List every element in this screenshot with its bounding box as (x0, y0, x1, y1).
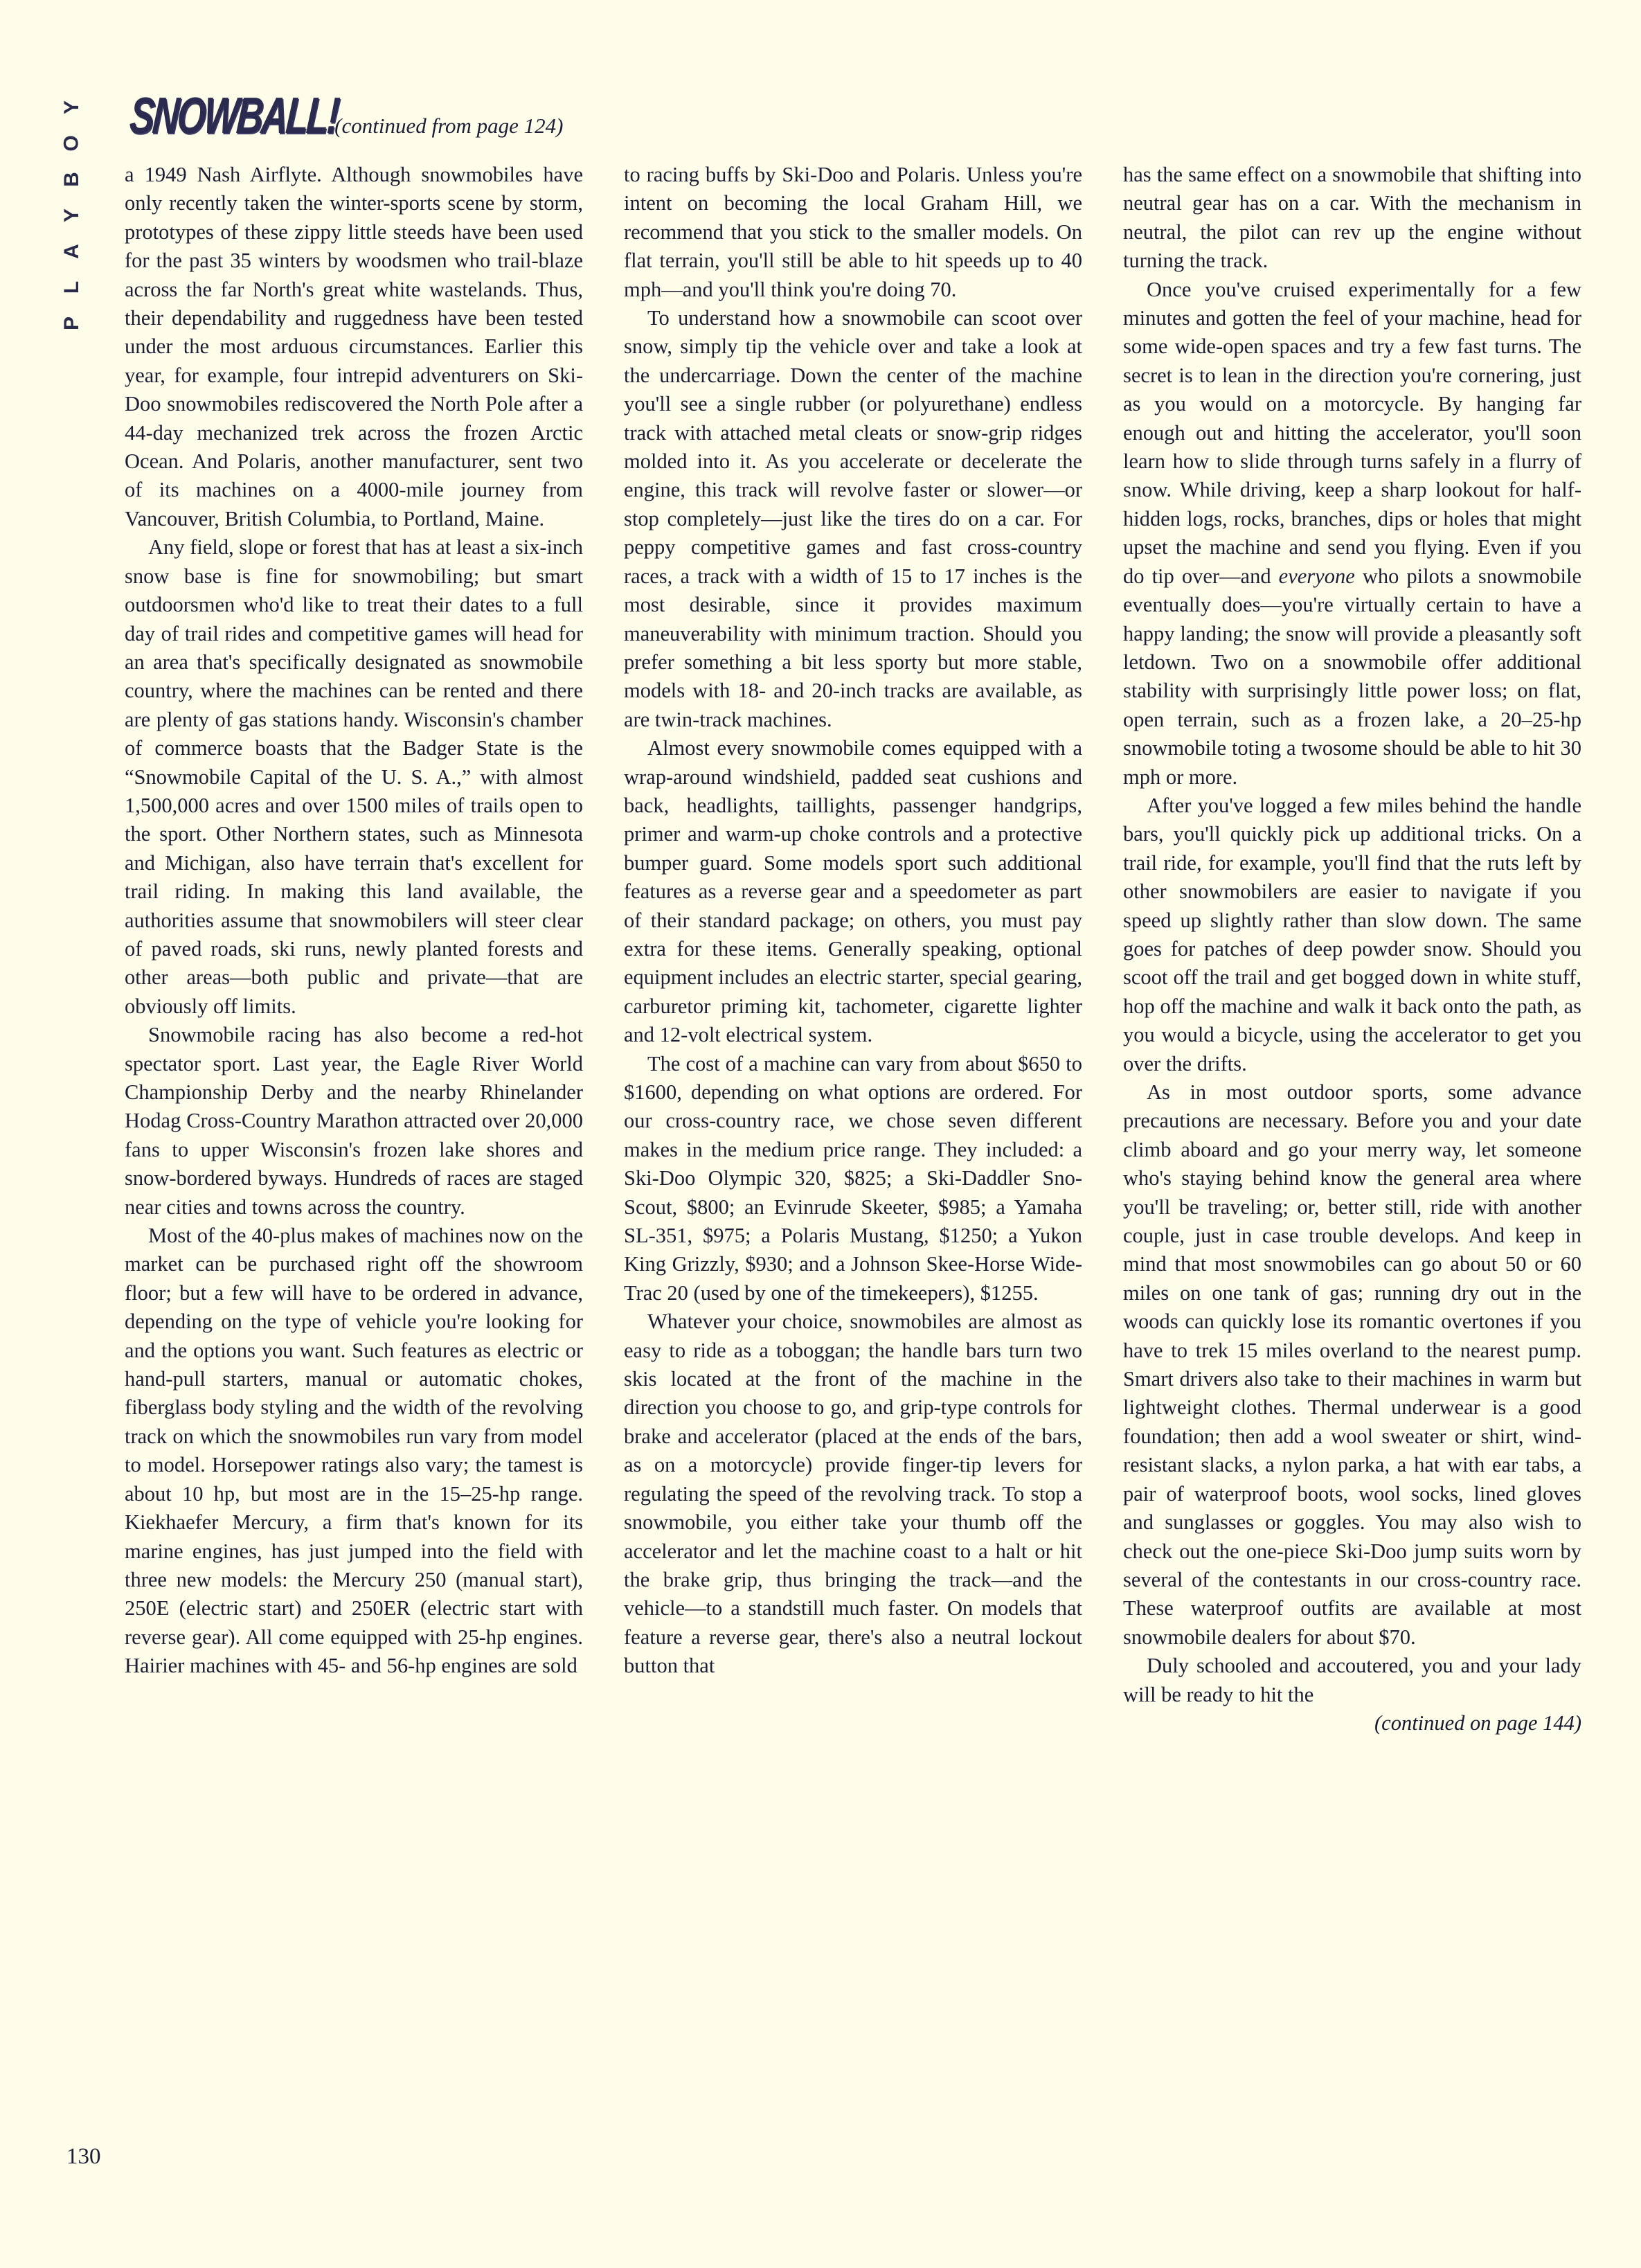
article-logo: SNOWBALL! (127, 87, 340, 144)
paragraph: Most of the 40-plus makes of machines now on the market can be purchased right off the showroom floor; but a few will have to be ordered in advance, depending on the type of vehicle you're looking for and the options you want. Such features as electric or hand-pull starters, manual or automatic chokes, fiberglass body styling and the width of the revolving track on which the snowmobiles run vary from model to model. Horsepower ratings also vary; the tamest is about 10 hp, but most are in the 15–25-hp range. Kiekhaefer Mercury, a firm that's known for its marine engines, has just jumped into the field with three new models: the Mercury 250 (manual start), 250E (electric start) and 250ER (electric start with reverse gear). All come equipped with 25-hp engines. Hairier machines with 45- and 56-hp engines are sold (125, 1224, 583, 1678)
paragraph: After you've logged a few miles behind the handle bars, you'll quickly pick up additional tricks. On a trail ride, for example, you'll find that the ruts left by other snowmobilers are easier to navigate if you speed up slightly rather than slow down. The same goes for patches of deep powder snow. Should you scoot off the trail and get bogged down in white stuff, hop off the machine and walk it back onto the path, as you would a bicycle, using the accelerator to get you over the drifts. (1123, 793, 1581, 1075)
slug-letter: B (60, 172, 83, 187)
continued-from-note: (continued from page 124) (334, 114, 564, 138)
paragraph-part-b: who pilots a snowmobile eventually does—you're virtually certain to have a happy landing; the snow will provide a pleasantly soft letdown. Two on a snowmobile offer additional stability with surprisingly little power loss; on flat, open terrain, such as a frozen lake, a 20–25-hp snowmobile toting a twosome should be able to hit 30 mph or more. (1123, 564, 1581, 789)
paragraph: Almost every snowmobile comes equipped with a wrap-around windshield, padded seat cushions and back, headlights, taillights, passenger handgrips, primer and warm-up choke controls and a protective bumper guard. Some models sport such additional features as a reverse gear and a speedometer as part of their standard package; on others, you must pay extra for these items. Generally speaking, optional equipment includes an electric starter, special gearing, carburetor priming kit, tachometer, cigarette lighter and 12-volt electrical system. (624, 736, 1082, 1047)
column-three (1123, 161, 1581, 1738)
page-number: 130 (66, 2144, 101, 2169)
paragraph: As in most outdoor sports, some advance precautions are necessary. Before you and your date climb aboard and go your merry way, let someone who's staying behind know the general area where you'll be traveling; or, better still, ride with another couple, just in case trouble develops. And keep in mind that most snowmobiles can go about 50 or 60 miles on one tank of gas; running dry out in the woods can quickly lose its romantic overtones if you have to trek 15 miles overland to the nearest pump. Smart drivers also take to their machines in warm but lightweight clothes. Thermal underwear is a good foundation; then add a wool sweater or shirt, wind-resistant slacks, a nylon parka, a hat with ear tabs, a pair of waterproof boots, wool socks, lined gloves and sunglasses or goggles. You may also wish to check out the one-piece Ski-Doo jump suits worn by several of the contestants in our cross-country race. These waterproof outfits are available at most snowmobile dealers for about $70. (1123, 1080, 1581, 1649)
paragraph-part-a: Once you've cruised experimentally for a few minutes and gotten the feel of your machine, head for some wide-open spaces and try a few fast turns. The secret is to lean in the direction you're cornering, just as you would on a motorcycle. By hanging far enough out and hitting the accelerator, you'll soon learn how to slide through turns safely in a flurry of snow. While driving, keep a sharp lookout for half-hidden logs, rocks, branches, dips or holes that might upset the machine and send you flying. Even if you do tip over—and (1123, 277, 1581, 588)
slug-letter: L (60, 280, 83, 294)
paragraph: To understand how a snowmobile can scoot over snow, simply tip the vehicle over and take a look at the undercarriage. Down the center of the machine you'll see a single rubber (or polyurethane) endless track with attached metal cleats or snow-grip ridges molded into it. As you accelerate or decelerate the engine, this track will revolve faster or slower—or stop completely—just like the tires do on a car. For peppy competitive games and fast cross-country races, a track with a width of 15 to 17 inches is the most desirable, since it provides maximum maneuverability with minimum traction. Should you prefer something a bit less sporty but more stable, models with 18- and 20-inch tracks are available, as are twin-track machines. (624, 306, 1082, 731)
column-one (125, 161, 583, 1738)
article-masthead (127, 87, 668, 159)
paragraph-with-emphasis (1123, 276, 1581, 792)
paragraph: to racing buffs by Ski-Doo and Polaris. Unless you're intent on becoming the local Graham Hill, we recommend that you stick to the smaller models. On flat terrain, you'll still be able to hit speeds up to 40 mph—and you'll think you're doing 70. (624, 163, 1082, 301)
slug-letter: P (60, 316, 83, 331)
slug-letter: A (60, 244, 83, 259)
paragraph: Duly schooled and accoutered, you and your lady will be ready to hit the (1123, 1654, 1581, 1706)
slug-letter: O (60, 135, 83, 152)
paragraph: a 1949 Nash Airflyte. Although snowmobiles have only recently taken the winter-sports scene by storm, prototypes of these zippy little steeds have been used for the past 35 winters by woodsmen who trail-blaze across the far North's great white wastelands. Thus, their dependability and ruggedness have been tested under the most arduous circumstances. Earlier this year, for example, four intrepid adventurers on Ski-Doo snowmobiles rediscovered the North Pole after a 44-day mechanized trek across the frozen Arctic Ocean. And Polaris, another manufacturer, sent two of its machines on a 4000-mile journey from Vancouver, British Columbia, to Portland, Maine. (125, 163, 583, 530)
slug-letter: Y (60, 208, 83, 223)
article-body (125, 161, 1582, 1738)
paragraph: Snowmobile racing has also become a red-hot spectator sport. Last year, the Eagle River World Championship Derby and the nearby Rhinelander Hodag Cross-Country Marathon attracted over 20,000 fans to upper Wisconsin's frozen lake shores and snow-bordered byways. Hundreds of races are staged near cities and towns across the country. (125, 1023, 583, 1219)
slug-letter: Y (60, 100, 83, 115)
paragraph: has the same effect on a snowmobile that shifting into neutral gear has on a car. With the mechanism in neutral, the pilot can rev up the engine without turning the track. (1123, 163, 1581, 273)
paragraph: The cost of a machine can vary from about $650 to $1600, depending on what options are ordered. For our cross-country race, we chose seven different makes in the medium price range. They included: a Ski-Doo Olympic 320, $825; a Ski-Daddler Sno-Scout, $800; an Evinrude Skeeter, $985; a Yamaha SL-351, $975; a Polaris Mustang, $1250; a Yukon King Grizzly, $930; and a Johnson Skee-Horse Wide-Trac 20 (used by one of the timekeepers), $1255. (624, 1051, 1082, 1305)
column-two (624, 161, 1082, 1738)
paragraph: Whatever your choice, snowmobiles are almost as easy to ride as a toboggan; the handle bars turn two skis located at the front of the machine in the direction you choose to go, and grip-type controls for brake and accelerator (placed at the ends of the bars, as on a motorcycle) provide finger-tip levers for regulating the speed of the revolving track. To stop a snowmobile, you either take your thumb off the accelerator and let the machine coast to a halt or hit the brake grip, thus bringing the track—and the vehicle—to a standstill much faster. On models that feature a reverse gear, there's also a neutral lockout button that (624, 1310, 1082, 1678)
playboy-vertical-slug (54, 97, 90, 331)
emphasized-word: everyone (1278, 564, 1355, 588)
continued-on-note: (continued on page 144) (1374, 1711, 1581, 1735)
paragraph: Any field, slope or forest that has at least a six-inch snow base is fine for snowmobiling; but smart outdoorsmen who'd like to treat their dates to a full day of trail rides and competitive games will head for an area that's specifically designated as snowmobile country, where the machines can be rented and there are plenty of gas stations handy. Wisconsin's chamber of commerce boasts that the Badger State is the “Snowmobile Capital of the U. S. A.,” with almost 1,500,000 acres and over 1500 miles of trails open to the sport. Other Northern states, such as Minnesota and Michigan, also have terrain that's excellent for trail riding. In making this land available, the authorities assume that snowmobilers will steer clear of paved roads, ski runs, newly planted forests and other areas—both public and private—that are obviously off limits. (125, 535, 583, 1018)
